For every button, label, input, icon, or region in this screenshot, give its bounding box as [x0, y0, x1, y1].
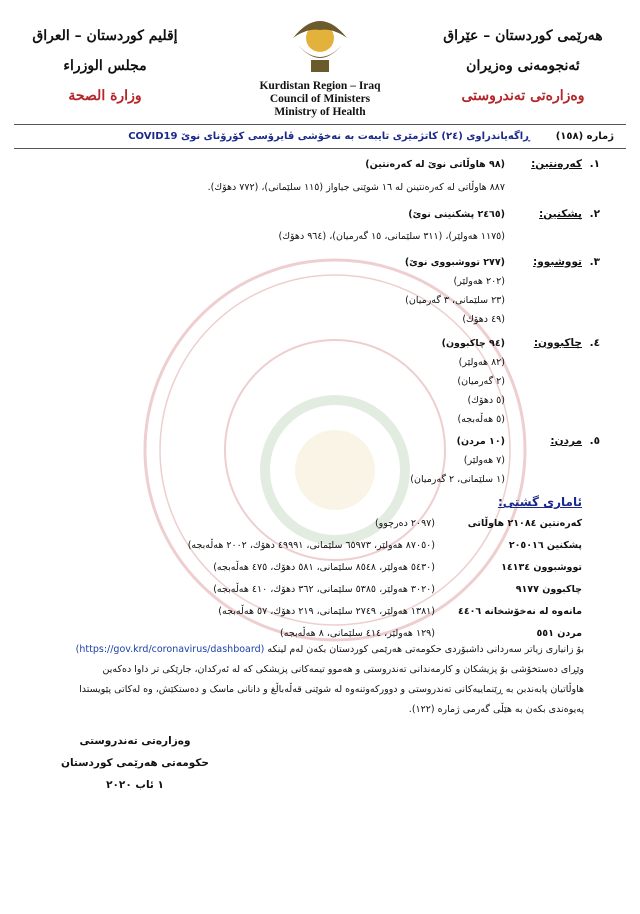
arabic-region: إقليم كوردستان – العراق	[32, 28, 178, 44]
title-divider	[14, 148, 626, 149]
dashboard-line	[52, 640, 584, 660]
info-paragraph	[52, 640, 584, 720]
signature-ministry: وەزارەتی تەندروستی	[79, 735, 191, 747]
stats-detail: (١٢٩ هەولێر، ٤١٤ سلێمانی، ٨ هەڵەبجە)	[280, 628, 435, 639]
arabic-header	[20, 28, 190, 118]
deaths-line: (١ سلێمانی، ٢ گەرمیان)	[410, 474, 505, 485]
section-label-infections: تووشبوو:	[533, 256, 582, 268]
stats-label: پشکنین ٢٠٥٠١٦	[508, 540, 582, 551]
paragraph-line: هاوڵاتیان پابەندبن بە ڕێنماییەکانی تەندروستی و دوورکەوتنەوە لە شوێنی قەڵەباڵغ و دانانی ماسک و دەستکێش، وە لەکاتی پێویستدا	[79, 684, 584, 695]
recoveries-new: (٩٤ چاکبوون)	[441, 338, 505, 349]
section-number: .٥	[589, 435, 600, 447]
section-number: .٢	[589, 208, 600, 220]
kurdish-header	[428, 28, 618, 118]
quarantine-new: (٩٨ هاوڵاتی نوێ لە کەرەنتین)	[365, 159, 505, 170]
paragraph-line: وێڕای دەستخۆشی بۆ پزیشکان و کارمەندانی تەندروستی و هەموو تیمەکانی پزیشکی کە لە ئەرکدان، جارێکی تر داوا دەکەین	[102, 664, 584, 675]
section-number: .١	[589, 158, 600, 170]
signature-government: حکومەتی هەرێمی کوردستان	[61, 757, 209, 769]
tests-detail: (١١٧٥ هەولێر)، (٣١١ سلێمانی، ١٥ گەرمیان)، (٩٦٤ دهۆك)	[278, 231, 505, 242]
english-ministry: Ministry of Health	[274, 106, 366, 118]
english-header	[235, 80, 405, 119]
recoveries-line: (٨٢ هەولێر)	[458, 357, 505, 368]
infections-line: (٢٣ سلێمانی، ٣ گەرمیان)	[405, 295, 505, 306]
recoveries-line: (٥ هەڵەبجە)	[457, 414, 505, 425]
deaths-new: (١٠ مردن)	[456, 436, 505, 447]
signature-block	[60, 730, 210, 796]
stats-label: مردن ٥٥١	[536, 628, 582, 639]
document-title: ڕاگەیاندراوی (٢٤) کاتژمێری تایبەت بە نەخۆشی ڤایرۆسی کۆرۆنای نوێ COVID19	[128, 131, 530, 142]
stats-detail: (٣٠٢٠ هەولێر، ٥٣٨٥ سلێمانی، ٣٦٢ دهۆك، ٤١٠ هەڵەبجە)	[213, 584, 435, 595]
stats-detail: (٢٠٩٧ دەرچوو)	[374, 518, 435, 529]
stats-label: تووشبوون ١٤١٣٤	[501, 562, 582, 573]
document-number: ژمارە (١٥٨)	[555, 131, 614, 142]
kurdistan-emblem-icon	[287, 8, 353, 78]
kurdish-ministry: وەزارەتی تەندروستی	[461, 88, 585, 104]
section-label-tests: پشکنین:	[539, 208, 582, 220]
section-number: .٣	[589, 256, 600, 268]
arabic-ministry: وزارة الصحة	[68, 88, 142, 104]
dashboard-text: بۆ زانیاری زیاتر سەردانی داشبۆردی حکومەتی هەرێمی کوردستان بکەن لەم لینکە	[267, 644, 584, 655]
section-label-quarantine: کەرەنتین:	[531, 158, 582, 170]
quarantine-detail: ٨٨٧ هاوڵاتی لە کەرەنتینن لە ١٦ شوێنی جیاواز (١١٥ سلێمانی)، (٧٧٢ دهۆك).	[207, 182, 505, 193]
general-stats-title: ئاماری گشتی:	[497, 495, 582, 509]
section-number: .٤	[589, 337, 600, 349]
section-label-recoveries: چاکبوون:	[533, 337, 582, 349]
arabic-council: مجلس الوزراء	[63, 58, 147, 74]
infections-new: (٢٧٧ تووشبووی نوێ)	[404, 257, 505, 268]
deaths-line: (٧ هەولێر)	[463, 455, 505, 466]
stats-detail: (٥٤٣٠ هەولێر، ٨٥٤٨ سلێمانی، ٥٨١ دهۆك، ٤٧٥ هەڵەبجە)	[213, 562, 435, 573]
kurdish-council: ئەنجومەنی وەزیران	[466, 58, 580, 74]
infections-line: (٢٠٢ هەولێر)	[453, 276, 505, 287]
paragraph-line: پەیوەندی بکەن بە هێڵی گەرمی ژمارە (١٢٢).	[408, 704, 584, 715]
recoveries-line: (٢ گەرمیان)	[457, 376, 505, 387]
stats-label: کەرەنتین ٢١٠٨٤ هاوڵاتی	[467, 518, 582, 529]
tests-new: (٢٤٦٥ پشکنینی نوێ)	[408, 209, 505, 220]
stats-label: مانەوە لە نەخۆشخانە ٤٤٠٦	[458, 606, 582, 617]
stats-label: چاکبوون ٩١٧٧	[515, 584, 582, 595]
english-region: Kurdistan Region – Iraq	[259, 80, 381, 92]
header-divider	[14, 124, 626, 125]
section-label-deaths: مردن:	[550, 435, 582, 447]
stats-detail: (١٣٨١ هەولێر، ٢٧٤٩ سلێمانی، ٢١٩ دهۆك، ٥٧ هەڵەبجە)	[218, 606, 435, 617]
kurdish-region: هەرێمی کوردستان – عێراق	[443, 28, 603, 44]
english-council: Council of Ministers	[269, 93, 371, 105]
dashboard-link[interactable]: (https://gov.krd/coronavirus/dashboard)	[75, 644, 265, 655]
infections-line: (٤٩ دهۆك)	[462, 314, 505, 325]
signature-date: ١ ئاب ٢٠٢٠	[106, 779, 164, 791]
recoveries-line: (٥ دهۆك)	[467, 395, 505, 406]
stats-detail: (٨٧٠٥٠ هەولێر، ٦٥٩٧٣ سلێمانی، ٤٩٩٩١ دهۆك، ٢٠٠٢ هەڵەبجە)	[187, 540, 435, 551]
